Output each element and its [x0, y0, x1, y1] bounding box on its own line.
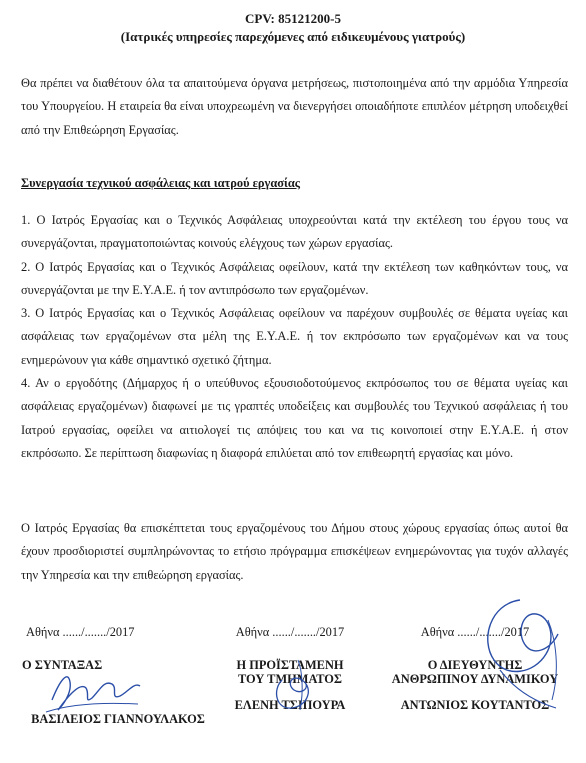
section-heading: Συνεργασία τεχνικού ασφάλειας και ιατρού εργασίας [21, 176, 300, 190]
signature-title-line: Ο ΔΙΕΥΘΥΝΤΗΣ [427, 658, 523, 672]
signature-title-line: ΑΝΘΡΩΠΙΝΟΥ ΔΥΝΑΜΙΚΟΥ [391, 672, 559, 686]
signature-title-line: Ο ΣΥΝΤΑΞΑΣ [22, 658, 103, 672]
intro-paragraph: Θα πρέπει να διαθέτουν όλα τα απαιτούμενα όργανα μετρήσεως, πιστοποιημένα από την αρμόδια Υπηρεσία του Υπουργείου. Η εταιρεία θα είναι υποχρεωμένη να διενεργήσει οποιαδήποτε επιπλέον μέτρηση υποδειχθεί από την Επιθεώρηση Εργασίας. [21, 76, 568, 137]
list-item-2: 2. Ο Ιατρός Εργασίας και ο Τεχνικός Ασφάλειας οφείλουν, κατά την εκτέλεση των καθηκόντων τους, να συνεργάζονται με την Ε.Υ.Α.Ε. ή τον αντιπρόσωπο των εργαζομένων. [21, 260, 568, 298]
signature-date: Αθήνα ....../......./2017 [235, 625, 345, 639]
signature-title-line: ΤΟΥ ΤΜΗΜΑΤΟΣ [238, 672, 342, 686]
signature-block-head [200, 625, 380, 713]
cpv-code: CPV: 85121200-5 [245, 11, 341, 26]
signature-title-line [18, 672, 218, 686]
signature-date: Αθήνα ....../......./2017 [26, 625, 135, 639]
signature-block-author [18, 625, 218, 727]
list-item-4: 4. Αν ο εργοδότης (Δήμαρχος ή ο υπεύθυνος εξουσιοδοτούμενος εκπρόσωπος του σε θέματα υγείας και ασφάλειας εργαζομένων) διαφωνεί με τις γραπτές υποδείξεις και συμβουλές του Τεχνικού ασφάλειας ή του Ιατρού εργασίας, οφείλει να αιτιολογεί τις απόψεις του και να τις κοινοποιεί στην Ε.Υ.Α.Ε. ή στον εκπρόσωπο. Σε περίπτωση διαφωνίας η διαφορά επιλύεται από τον επιθεωρητή εργασίας και μόνο. [21, 376, 568, 460]
list-item-1: 1. Ο Ιατρός Εργασίας και ο Τεχνικός Ασφάλειας υποχρεούνται κατά την εκτέλεση του έργου τους να συνεργάζονται, πραγματοποιώντας κοινούς ελέγχους των χώρων εργασίας. [21, 213, 568, 251]
list-item-3: 3. Ο Ιατρός Εργασίας και ο Τεχνικός Ασφάλειας οφείλουν να παρέχουν συμβουλές σε θέματα υγείας και ασφάλειας των εργαζομένων στα μέλη της Ε.Υ.Α.Ε. ή τον εκπρόσωπο των εργαζομένων και να τους ενημερώνουν για κάθε σημαντικό σχετικό ζήτημα. [21, 306, 568, 367]
closing-paragraph: Ο Ιατρός Εργασίας θα επισκέπτεται τους εργαζομένους του Δήμου στους χώρους εργασίας όπως αυτοί θα έχουν προσδιοριστεί συμπληρώνοντας το ετήσιο πρόγραμμα επισκέψεων ενημερώνοντας για τυχόν αλλαγές την Υπηρεσία και την επιθεώρηση εργασίας. [21, 521, 568, 582]
signature-name: ΒΑΣΙΛΕΙΟΣ ΓΙΑΝΝΟΥΛΑΚΟΣ [31, 712, 205, 726]
signature-date: Αθήνα ....../......./2017 [420, 625, 530, 639]
signature-block-director [372, 625, 578, 713]
signature-name: ΑΝΤΩΝΙΟΣ ΚΟΥΤΑΝΤΟΣ [400, 698, 550, 712]
signature-name: ΕΛΕΝΗ ΤΣΙΠΟΥΡΑ [234, 698, 346, 712]
signature-title-line: Η ΠΡΟΪΣΤΑΜΕΝΗ [236, 658, 344, 672]
cpv-description: (Ιατρικές υπηρεσίες παρεχόμενες από ειδικευμένους γιατρούς) [120, 29, 466, 44]
